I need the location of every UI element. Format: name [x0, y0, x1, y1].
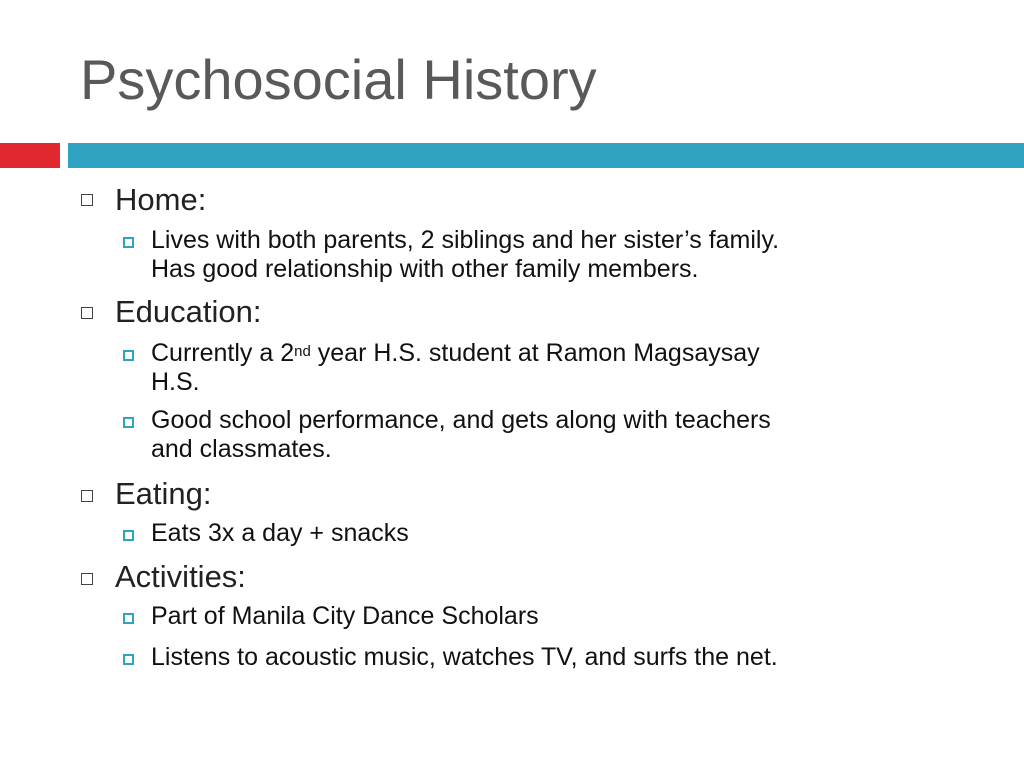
- slide-title: Psychosocial History: [80, 48, 597, 111]
- square-bullet-icon: [81, 194, 93, 206]
- section-heading-activities: Activities:: [115, 559, 246, 594]
- list-item: Listens to acoustic music, watches TV, and surfs the net.: [151, 643, 778, 671]
- section-heading-education: Education:: [115, 294, 262, 329]
- blue-square-bullet-icon: [123, 350, 134, 361]
- list-item: Good school performance, and gets along with teachers and classmates.: [151, 406, 771, 463]
- accent-bar-red: [0, 143, 60, 168]
- list-item: Currently a 2nd year H.S. student at Ramon Magsaysay H.S.: [151, 339, 760, 396]
- section-heading-home: Home:: [115, 182, 207, 217]
- blue-square-bullet-icon: [123, 530, 134, 541]
- blue-square-bullet-icon: [123, 417, 134, 428]
- square-bullet-icon: [81, 307, 93, 319]
- blue-square-bullet-icon: [123, 237, 134, 248]
- list-item: Part of Manila City Dance Scholars: [151, 602, 539, 630]
- blue-square-bullet-icon: [123, 654, 134, 665]
- blue-square-bullet-icon: [123, 613, 134, 624]
- section-heading-eating: Eating:: [115, 476, 212, 511]
- list-item: Eats 3x a day + snacks: [151, 519, 409, 547]
- list-item: Lives with both parents, 2 siblings and her sister’s family. Has good relationship with other family members.: [151, 226, 780, 283]
- square-bullet-icon: [81, 573, 93, 585]
- accent-bar-blue: [68, 143, 1024, 168]
- square-bullet-icon: [81, 490, 93, 502]
